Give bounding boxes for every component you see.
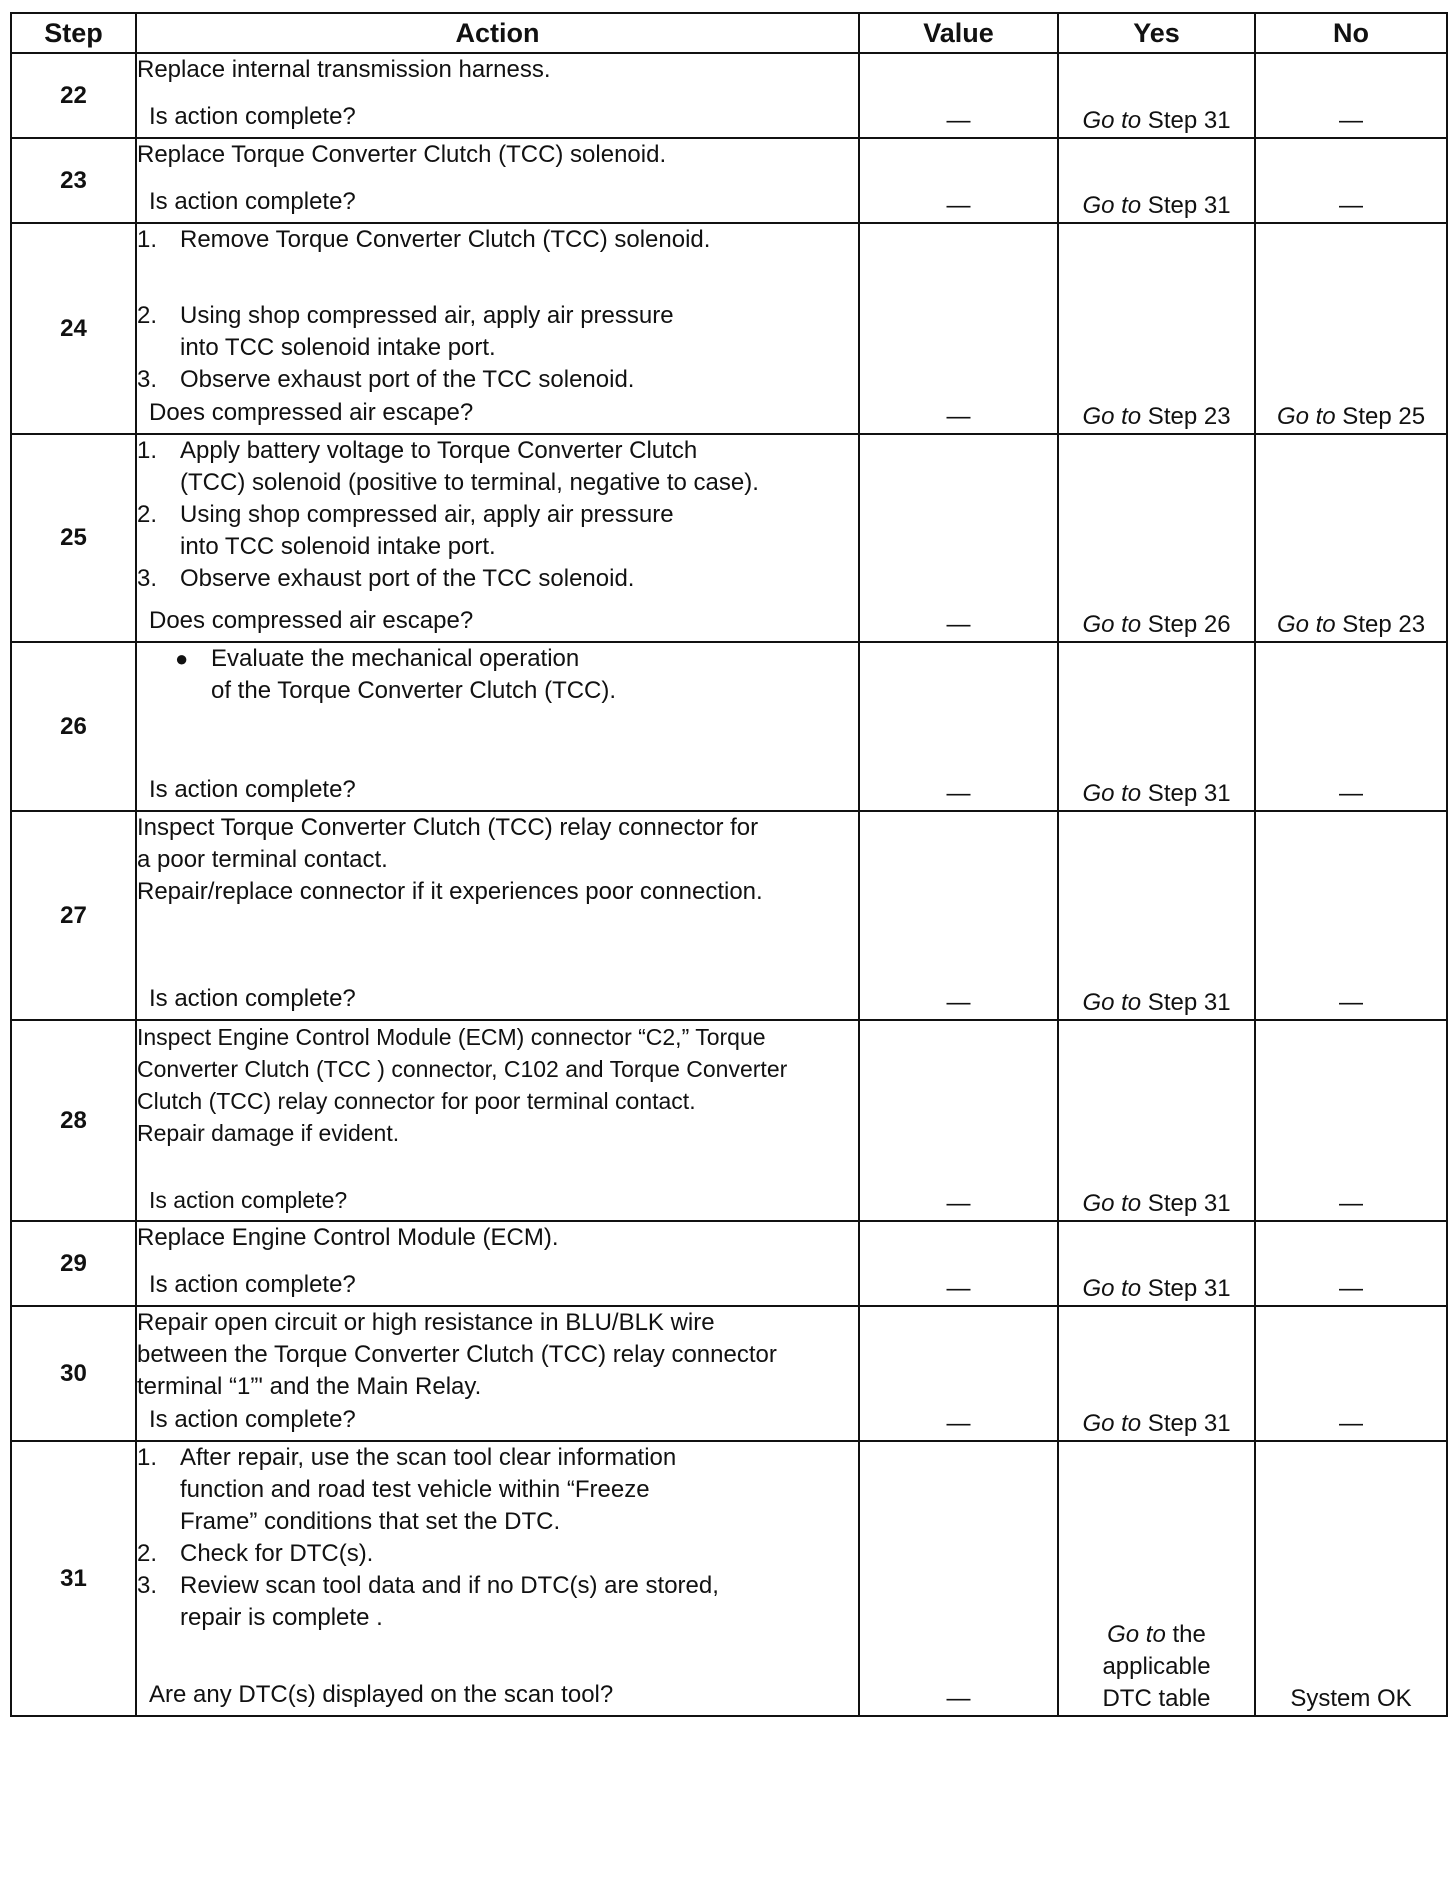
action-line: Replace Torque Converter Clutch (TCC) solenoid. [137, 141, 667, 168]
no-result: — [1339, 780, 1363, 807]
item-text: Using shop compressed air, apply air pressure [180, 302, 674, 329]
goto-label: Go to [1276, 403, 1336, 430]
yes-cell [1058, 642, 1255, 811]
bullet-item-continued [137, 675, 858, 707]
no-result: — [1339, 192, 1363, 219]
step-number: 23 [11, 138, 136, 223]
action-cell [136, 642, 859, 811]
goto-target: Step 31 [1141, 989, 1231, 1016]
goto-label: Go to [1107, 1621, 1166, 1648]
action-line: Repair/replace connector if it experiences poor connection. [137, 878, 763, 905]
step-number: 22 [11, 53, 136, 138]
action-question: Is action complete? [149, 103, 356, 130]
table-row-step-23 [11, 138, 1447, 223]
header-action: Action [136, 13, 859, 53]
value-cell: — [859, 434, 1058, 642]
no-cell [1255, 434, 1447, 642]
list-item [137, 1570, 858, 1602]
action-line: Replace Engine Control Module (ECM). [137, 1224, 559, 1251]
action-question: Does compressed air escape? [149, 607, 474, 634]
table-row-step-25 [11, 434, 1447, 642]
no-result: — [1339, 107, 1363, 134]
table-row-step-31 [11, 1441, 1447, 1716]
value-cell: — [859, 53, 1058, 138]
list-item [137, 1442, 858, 1474]
action-question: Is action complete? [149, 1187, 348, 1213]
yes-cell [1058, 223, 1255, 434]
item-text: Observe exhaust port of the TCC solenoid. [180, 366, 635, 393]
value-cell: — [859, 1441, 1058, 1716]
goto-target-line: applicable [1102, 1653, 1211, 1680]
item-text: into TCC solenoid intake port. [180, 533, 496, 560]
bullet-dot-icon: ● [175, 646, 189, 671]
table-row-step-27 [11, 811, 1447, 1020]
yes-cell [1058, 434, 1255, 642]
goto-label: Go to [1082, 780, 1142, 807]
goto-label: Go to [1082, 192, 1142, 219]
item-text: Frame” conditions that set the DTC. [180, 1508, 561, 1535]
list-item [137, 364, 858, 396]
action-question: Is action complete? [149, 985, 356, 1012]
goto-target: Step 31 [1141, 1410, 1231, 1437]
action-question: Is action complete? [149, 1271, 356, 1298]
goto-label: Go to [1276, 611, 1336, 638]
value-cell: — [859, 1221, 1058, 1306]
yes-cell [1058, 1221, 1255, 1306]
item-text: Evaluate the mechanical operation [211, 645, 580, 672]
table-row-step-30 [11, 1306, 1447, 1441]
no-cell [1255, 53, 1447, 138]
goto-label: Go to [1082, 1410, 1142, 1437]
item-number: 1. [137, 437, 158, 464]
item-number: 3. [137, 1572, 158, 1599]
table-row-step-29 [11, 1221, 1447, 1306]
yes-cell [1058, 53, 1255, 138]
action-line: a poor terminal contact. [137, 846, 388, 873]
no-cell [1255, 1441, 1447, 1716]
no-cell [1255, 1306, 1447, 1441]
item-text: Observe exhaust port of the TCC solenoid. [180, 565, 635, 592]
value-cell: — [859, 223, 1058, 434]
no-cell [1255, 811, 1447, 1020]
no-cell [1255, 1020, 1447, 1221]
action-cell [136, 1020, 859, 1221]
action-line: terminal “1”' and the Main Relay. [137, 1373, 482, 1400]
yes-cell [1058, 1441, 1255, 1716]
action-cell [136, 1306, 859, 1441]
list-item [137, 1538, 858, 1570]
no-cell [1255, 223, 1447, 434]
value-cell: — [859, 1020, 1058, 1221]
action-line: Clutch (TCC) relay connector for poor terminal contact. [137, 1088, 696, 1114]
header-no: No [1255, 13, 1447, 53]
item-number: 2. [137, 501, 158, 528]
list-item [137, 499, 858, 531]
item-text: Check for DTC(s). [180, 1540, 374, 1567]
value-cell: — [859, 138, 1058, 223]
item-text: Remove Torque Converter Clutch (TCC) solenoid. [180, 226, 711, 253]
item-number: 3. [137, 565, 158, 592]
header-row [11, 13, 1447, 53]
yes-cell [1058, 1306, 1255, 1441]
item-text: (TCC) solenoid (positive to terminal, negative to case). [180, 469, 759, 496]
action-cell [136, 223, 859, 434]
action-cell [136, 811, 859, 1020]
table-row-step-26 [11, 642, 1447, 811]
list-item-continued [137, 531, 858, 563]
header-step: Step [11, 13, 136, 53]
goto-target: Step 25 [1335, 403, 1426, 430]
goto-target: Step 31 [1141, 780, 1231, 807]
value-cell: — [859, 811, 1058, 1020]
list-item-continued [137, 467, 858, 499]
item-number: 2. [137, 302, 158, 329]
item-number: 3. [137, 366, 158, 393]
action-cell [136, 138, 859, 223]
list-item-continued [137, 1506, 858, 1538]
action-line: Repair damage if evident. [137, 1120, 400, 1146]
action-line: Replace internal transmission harness. [137, 56, 551, 83]
no-result: System OK [1290, 1685, 1412, 1712]
step-number: 29 [11, 1221, 136, 1306]
item-number: 1. [137, 226, 158, 253]
step-number: 31 [11, 1441, 136, 1716]
goto-target: Step 31 [1141, 107, 1231, 134]
item-text: into TCC solenoid intake port. [180, 334, 496, 361]
action-question: Is action complete? [149, 776, 356, 803]
header-yes: Yes [1058, 13, 1255, 53]
value-cell: — [859, 642, 1058, 811]
list-item-continued [137, 1474, 858, 1506]
item-number: 2. [137, 1540, 158, 1567]
item-text: of the Torque Converter Clutch (TCC). [211, 677, 617, 704]
list-item [137, 435, 858, 467]
goto-target: Step 31 [1141, 1275, 1231, 1302]
action-line: Inspect Torque Converter Clutch (TCC) relay connector for [137, 814, 759, 841]
yes-cell [1058, 811, 1255, 1020]
action-question: Are any DTC(s) displayed on the scan tool? [149, 1681, 614, 1708]
no-cell [1255, 642, 1447, 811]
action-question: Is action complete? [149, 1406, 356, 1433]
no-cell [1255, 1221, 1447, 1306]
action-cell [136, 1221, 859, 1306]
action-line: Inspect Engine Control Module (ECM) connector “C2,” Torque [137, 1024, 766, 1050]
item-number: 1. [137, 1444, 158, 1471]
header-value: Value [859, 13, 1058, 53]
item-text: repair is complete . [180, 1604, 383, 1631]
goto-label: Go to [1082, 611, 1142, 638]
step-number: 27 [11, 811, 136, 1020]
action-question: Does compressed air escape? [149, 399, 474, 426]
step-number: 24 [11, 223, 136, 434]
table-row-step-28 [11, 1020, 1447, 1221]
yes-cell [1058, 1020, 1255, 1221]
list-item-continued [137, 1602, 858, 1634]
action-line: between the Torque Converter Clutch (TCC) relay connector [137, 1341, 777, 1368]
step-number: 26 [11, 642, 136, 811]
action-question: Is action complete? [149, 188, 356, 215]
goto-target: the [1165, 1621, 1206, 1648]
step-number: 25 [11, 434, 136, 642]
no-result: — [1339, 989, 1363, 1016]
goto-target: Step 26 [1141, 611, 1231, 638]
action-line: Repair open circuit or high resistance in BLU/BLK wire [137, 1309, 715, 1336]
item-text: function and road test vehicle within “Freeze [180, 1476, 650, 1503]
item-text: After repair, use the scan tool clear information [180, 1444, 677, 1471]
yes-cell [1058, 138, 1255, 223]
value-cell: — [859, 1306, 1058, 1441]
no-cell [1255, 138, 1447, 223]
action-cell [136, 1441, 859, 1716]
goto-label: Go to [1082, 1275, 1142, 1302]
table-row-step-22 [11, 53, 1447, 138]
goto-target-line: DTC table [1102, 1685, 1211, 1712]
step-number: 30 [11, 1306, 136, 1441]
list-item [137, 224, 858, 256]
goto-label: Go to [1082, 107, 1142, 134]
no-result: — [1339, 1275, 1363, 1302]
diagnostic-table [10, 12, 1448, 1717]
goto-target: Step 23 [1335, 611, 1426, 638]
bullet-item [137, 643, 858, 675]
no-result: — [1339, 1410, 1363, 1437]
list-item [137, 563, 858, 595]
table-row-step-24 [11, 223, 1447, 434]
goto-target: Step 31 [1141, 1190, 1231, 1217]
no-result: — [1339, 1190, 1363, 1217]
item-text: Apply battery voltage to Torque Converter Clutch [180, 437, 698, 464]
action-cell [136, 53, 859, 138]
goto-target: Step 31 [1141, 192, 1231, 219]
goto-label: Go to [1082, 1190, 1142, 1217]
item-text: Review scan tool data and if no DTC(s) are stored, [180, 1572, 719, 1599]
list-item-continued [137, 332, 858, 364]
goto-label: Go to [1082, 403, 1142, 430]
list-item [137, 300, 858, 332]
step-number: 28 [11, 1020, 136, 1221]
action-line: Converter Clutch (TCC ) connector, C102 and Torque Converter [137, 1056, 788, 1082]
action-cell [136, 434, 859, 642]
goto-label: Go to [1082, 989, 1142, 1016]
goto-target: Step 23 [1141, 403, 1231, 430]
item-text: Using shop compressed air, apply air pressure [180, 501, 674, 528]
